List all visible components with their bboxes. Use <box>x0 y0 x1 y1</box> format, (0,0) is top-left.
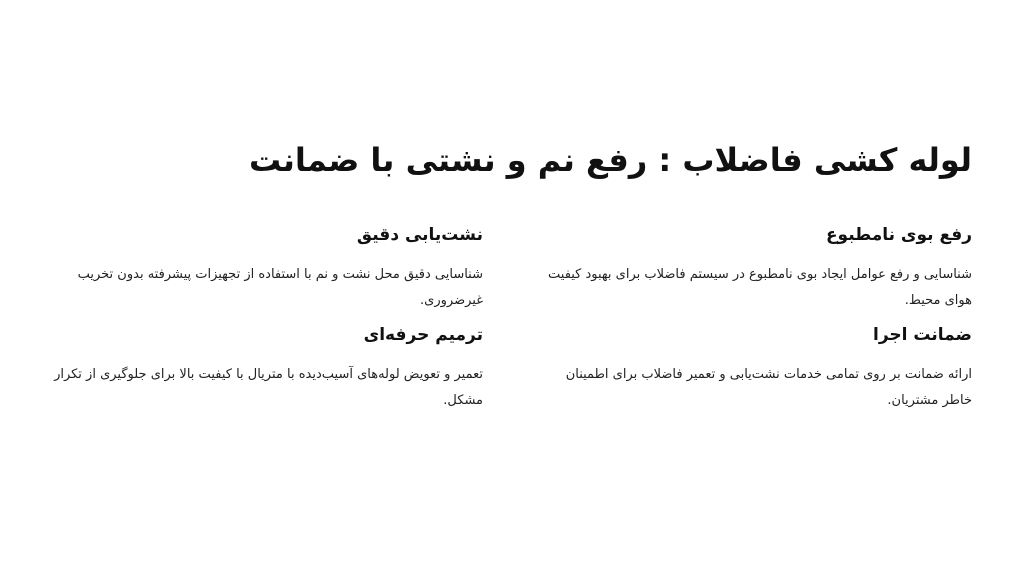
page-title: لوله کشی فاضلاب : رفع نم و نشتی با ضمانت <box>248 141 972 179</box>
feature-description: شناسایی و رفع عوامل ایجاد بوی نامطبوع در سیستم فاضلاب برای بهبود کیفیت هوای محیط. <box>548 267 972 308</box>
feature-title: نشت‌یابی دقیق <box>356 225 483 245</box>
feature-warranty <box>541 322 972 414</box>
feature-title: رفع بوی نامطبوع <box>825 225 972 245</box>
main-content <box>52 130 972 414</box>
feature-title: ضمانت اجرا <box>873 325 972 345</box>
feature-leak-detection <box>52 222 483 314</box>
feature-description: تعمیر و تعویض لوله‌های آسیب‌دیده با متریال با کیفیت بالا برای جلوگیری از تکرار مشکل. <box>54 367 483 408</box>
feature-description: ارائه ضمانت بر روی تمامی خدمات نشت‌یابی و تعمیر فاضلاب برای اطمینان خاطر مشتریان. <box>565 367 972 408</box>
feature-title: ترمیم حرفه‌ای <box>363 325 483 345</box>
feature-odor-removal <box>541 222 972 314</box>
features-grid <box>52 222 972 414</box>
feature-professional-repair <box>52 322 483 414</box>
feature-description: شناسایی دقیق محل نشت و نم با استفاده از تجهیزات پیشرفته بدون تخریب غیرضروری. <box>77 267 483 308</box>
